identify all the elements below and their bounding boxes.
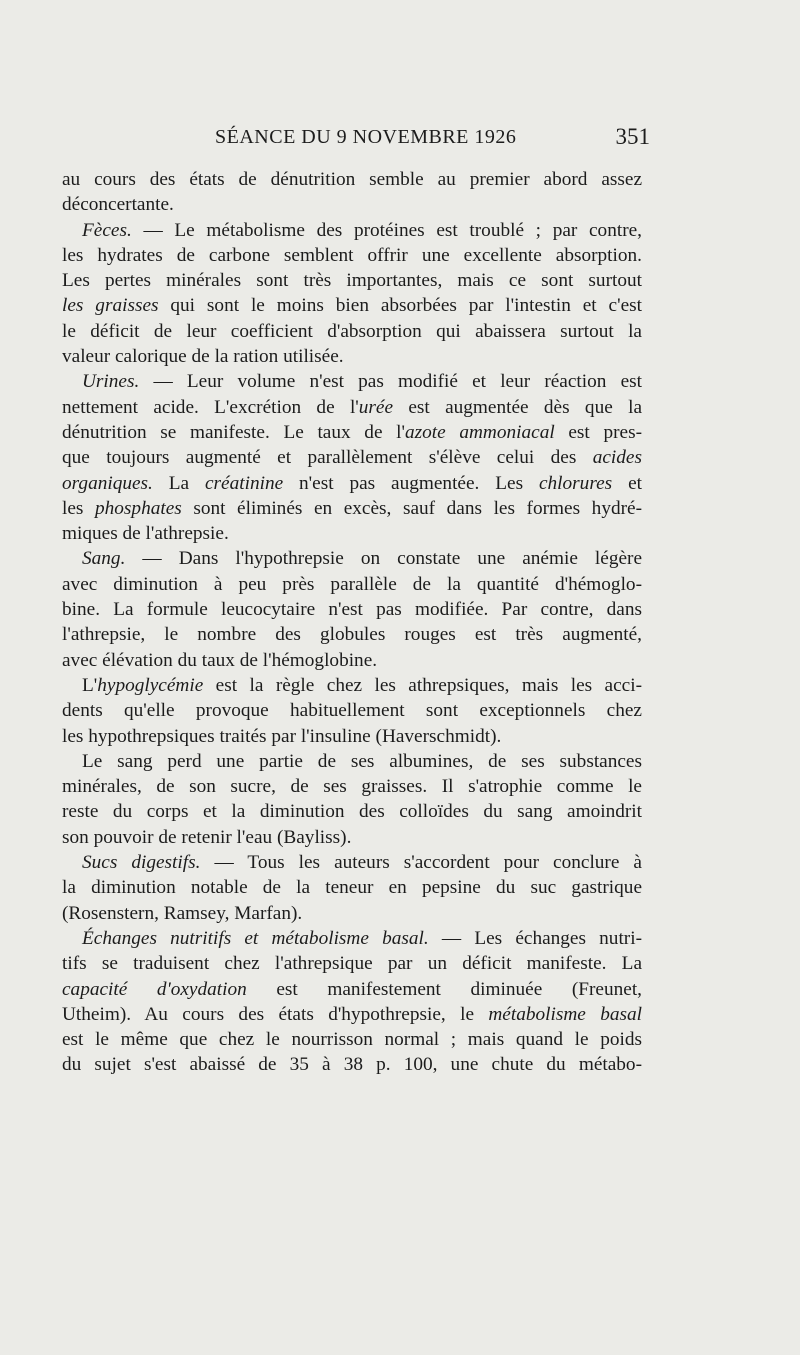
page-number: 351 (615, 124, 650, 149)
text-run: — Tous les auteurs s'accordent pour conclure à (200, 852, 642, 874)
text-run: est augmentée dès que la (393, 396, 642, 418)
text-run: est le même que chez le nourrisson normal ; mais quand le poids (62, 1029, 642, 1051)
text-run: valeur calorique de la ration utilisée. (62, 346, 344, 368)
text-run: dents qu'elle provoque habituellement sont exceptionnels chez (62, 700, 642, 722)
text-line (62, 521, 642, 546)
text-run: tifs se traduisent chez l'athrepsique par un déficit manifeste. La (62, 953, 642, 975)
text-line (62, 546, 642, 571)
text-line (62, 1002, 642, 1027)
text-run: avec diminution à peu près parallèle de la quantité d'hémoglo- (62, 573, 642, 595)
italic-term: Sucs digestifs. (82, 852, 201, 874)
italic-term: Fèces. (82, 219, 132, 241)
text-line (62, 799, 642, 824)
italic-term: Urines. (82, 371, 140, 393)
text-line (62, 648, 642, 673)
text-line (62, 344, 642, 369)
text-run: et (612, 472, 642, 494)
text-line (62, 319, 642, 344)
italic-term: urée (358, 396, 394, 418)
text-line (62, 395, 642, 420)
italic-term: métabolisme basal (488, 1003, 642, 1025)
text-run: le déficit de leur coefficient d'absorption qui abaissera surtout la (62, 320, 642, 342)
text-line (62, 622, 642, 647)
text-line (62, 496, 642, 521)
text-run: nettement acide. L'excrétion de l' (62, 396, 359, 418)
text-line (62, 1052, 642, 1077)
text-line (62, 268, 642, 293)
text-run: dénutrition se manifeste. Le taux de l' (62, 421, 405, 443)
text-line (62, 243, 642, 268)
text-run: n'est pas augmentée. Les (283, 472, 539, 494)
text-run: La (152, 472, 205, 494)
text-line (62, 471, 642, 496)
text-run: Le sang perd une partie de ses albumines, de ses substances (82, 750, 642, 772)
text-run: son pouvoir de retenir l'eau (Bayliss). (62, 826, 352, 848)
italic-term: hypoglycémie (97, 674, 204, 696)
text-run: sont éliminés en excès, sauf dans les formes hydré- (181, 497, 642, 519)
italic-term: azote ammoniacal (405, 421, 555, 443)
text-line (62, 445, 642, 470)
text-run: bine. La formule leucocytaire n'est pas modifiée. Par contre, dans (62, 599, 642, 621)
text-run: que toujours augmenté et parallèlement s'élève celui des (62, 447, 593, 469)
text-run: L' (82, 674, 98, 696)
italic-term: créatinine (204, 472, 284, 494)
text-line (62, 293, 642, 318)
text-line (62, 724, 642, 749)
text-run: du sujet s'est abaissé de 35 à 38 p. 100, une chute du métabo- (62, 1054, 642, 1076)
body-text (62, 167, 642, 1078)
text-run: — Leur volume n'est pas modifié et leur réaction est (139, 371, 642, 393)
text-run: la diminution notable de la teneur en pepsine du suc gastrique (62, 877, 642, 899)
italic-term: organiques. (62, 472, 153, 494)
italic-term: Sang. (82, 548, 126, 570)
text-line (62, 825, 642, 850)
text-line (62, 192, 642, 217)
running-header (215, 122, 650, 156)
text-run: Les pertes minérales sont très importantes, mais ce sont surtout (62, 270, 642, 292)
italic-term: les graisses (62, 295, 159, 317)
header-title: SÉANCE DU 9 NOVEMBRE 1926 (215, 126, 517, 148)
italic-term: phosphates (95, 497, 182, 519)
text-run: les hypothrepsiques traités par l'insuline (Haverschmidt). (62, 725, 502, 747)
text-run: déconcertante. (62, 194, 174, 216)
text-run: — Les échanges nutri- (428, 927, 642, 949)
text-run: Utheim). Au cours des états d'hypothrepsie, le (62, 1003, 489, 1025)
text-run: les hydrates de carbone semblent offrir une excellente absorption. (62, 244, 642, 266)
text-run: qui sont le moins bien absorbées par l'intestin et c'est (158, 295, 642, 317)
text-run: (Rosenstern, Ramsey, Marfan). (62, 902, 303, 924)
text-run: est manifestement diminuée (Freunet, (246, 978, 642, 1000)
text-line (62, 420, 642, 445)
text-run: minérales, de son sucre, de ses graisses. Il s'atrophie comme le (62, 776, 642, 798)
text-run: — Dans l'hypothrepsie on constate une anémie légère (125, 548, 642, 570)
text-line (62, 926, 642, 951)
text-line (62, 369, 642, 394)
text-run: au cours des états de dénutrition semble au premier abord assez (62, 169, 642, 190)
text-line (62, 1027, 642, 1052)
text-run: reste du corps et la diminution des colloïdes du sang amoindrit (62, 801, 642, 823)
text-line (62, 901, 642, 926)
text-line (62, 774, 642, 799)
text-run: est la règle chez les athrepsiques, mais les acci- (203, 674, 642, 696)
text-run: — Le métabolisme des protéines est troublé ; par contre, (131, 219, 642, 241)
text-run: l'athrepsie, le nombre des globules rouges est très augmenté, (62, 624, 642, 646)
text-line (62, 218, 642, 243)
text-line (62, 673, 642, 698)
text-line (62, 850, 642, 875)
italic-term: capacité d'oxydation (62, 978, 247, 1000)
text-line (62, 875, 642, 900)
text-run: miques de l'athrepsie. (62, 523, 229, 545)
text-line (62, 167, 642, 192)
text-line (62, 698, 642, 723)
text-run: est pres- (554, 421, 642, 443)
italic-term: chlorures (538, 472, 613, 494)
text-line (62, 749, 642, 774)
italic-term: Échanges nutritifs et métabolisme basal. (82, 927, 429, 949)
text-line (62, 597, 642, 622)
text-run: les (62, 497, 95, 519)
text-line (62, 951, 642, 976)
text-line (62, 977, 642, 1002)
text-run: avec élévation du taux de l'hémoglobine. (62, 649, 378, 671)
italic-term: acides (592, 447, 642, 469)
text-line (62, 572, 642, 597)
